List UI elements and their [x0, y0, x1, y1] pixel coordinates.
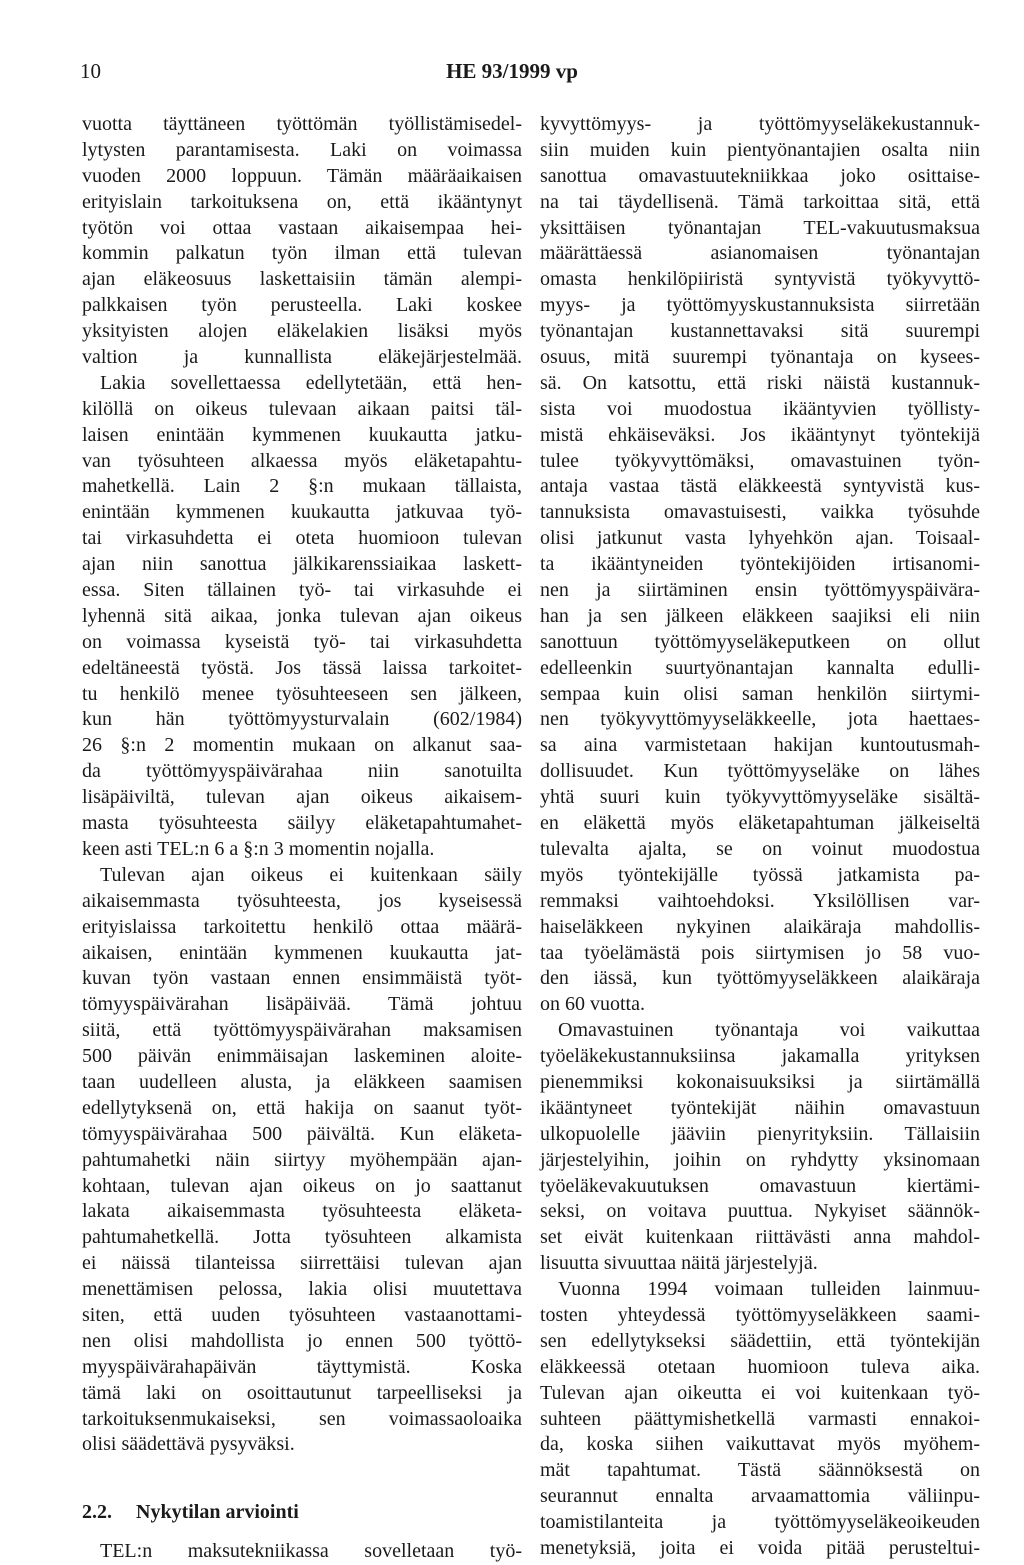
section-heading-number: 2.2.: [82, 1501, 112, 1524]
text-line: ei näissä tilanteissa siirrettäisi tulevan ajan: [82, 1252, 522, 1275]
text-line: työeläkevakuutuksen omavastuun kiertämi-: [540, 1174, 980, 1197]
text-line: aikaisemmasta työsuhteesta, jos kyseisessä: [82, 889, 522, 912]
text-line: enintään kymmenen kuukautta jatkuvaa työ-: [82, 501, 522, 524]
text-line: pienemmiksi kokonaisuuksiksi ja siirtämällä: [540, 1070, 980, 1093]
text-line: myyspäivärahapäivän täyttymistä. Koska: [82, 1355, 522, 1378]
text-line: myös työntekijälle työssä jatkamista pa-: [540, 863, 980, 886]
text-line: ta ikääntyneiden työntekijöiden irtisanomi-: [540, 553, 980, 576]
left-column: [82, 112, 522, 1565]
text-line: tu henkilö menee työsuhteeseen sen jälkeen,: [82, 682, 522, 705]
text-line: 500 päivän enimmäisajan laskeminen aloite-: [82, 1045, 522, 1068]
text-line: on voimassa kyseistä työ- tai virkasuhdetta: [82, 630, 522, 653]
text-line: pahtumahetkellä. Jotta työsuhteen alkamista: [82, 1226, 522, 1249]
section-heading-title: Nykytilan arviointi: [136, 1501, 299, 1524]
text-line: omasta henkilöpiiristä syntyvistä työkyvyttö-: [540, 268, 980, 291]
text-line: haiseläkkeen nykyinen alaikäraja mahdollis-: [540, 915, 980, 938]
text-line: työeläkekustannuksiinsa jakamalla yrityksen: [540, 1045, 980, 1068]
running-head: HE 93/1999 vp: [446, 59, 578, 83]
left-paragraph-4: [82, 1539, 522, 1565]
text-line: da työttömyyspäivärahaa niin sanotuilta: [82, 760, 522, 783]
text-line: na tai täydellisenä. Tämä tarkoittaa sitä, että: [540, 190, 980, 213]
text-line: tosten yhteydessä työttömyyseläkkeen saami-: [540, 1303, 980, 1326]
text-line: tarkoituksenmukaiseksi, sen voimassaoloaika: [82, 1407, 522, 1430]
right-column: [540, 112, 980, 1562]
text-line: siin muiden kuin pientyönantajien osalta niin: [540, 138, 980, 161]
text-line: osuus, mitä suurempi työnantaja on kysees-: [540, 346, 980, 369]
text-line: tai virkasuhdetta ei oteta huomioon tulevan: [82, 527, 522, 550]
text-line: aikaisen, enintään kymmenen kuukautta jat-: [82, 941, 522, 964]
right-paragraph-1: [540, 112, 980, 1018]
text-line: lisäpäiviltä, tulevan ajan oikeus aikaisem-: [82, 786, 522, 809]
right-paragraph-3: [540, 1277, 980, 1562]
text-line: edeltäneestä työstä. Jos tässä laissa tarkoitet-: [82, 656, 522, 679]
text-line: määrättäessä asianomaisen työnantajan: [540, 242, 980, 265]
text-line: sä. On katsottu, että riski näistä kustannuk-: [540, 371, 980, 394]
text-line: kuvan työn vastaan ennen ensimmäistä työt-: [82, 967, 522, 990]
text-line: Tulevan ajan oikeus ei kuitenkaan säily: [100, 863, 522, 886]
text-line: olisi jatkunut vasta lyhyehkön ajan. Toisaal-: [540, 527, 980, 550]
text-line: tulee työkyvyttömäksi, omavastuinen työn-: [540, 449, 980, 472]
text-line: kommin palkatun työn ilman että tulevan: [82, 242, 522, 265]
text-line: dollisuudet. Kun työttömyyseläke on lähes: [540, 760, 980, 783]
text-line: seurannut ennalta arvaamattomia väliinpu-: [540, 1485, 980, 1508]
text-line: sa aina varmistetaan hakijan kuntoutusmah-: [540, 734, 980, 757]
text-line: kun hän työttömyysturvalain (602/1984): [82, 708, 522, 731]
text-line: menetyksiä, joita ei voida pitää perusteltui-: [540, 1536, 980, 1559]
text-line: ajan eläkeosuus laskettaisiin tämän alempi-: [82, 268, 522, 291]
text-line: sanottua omavastuutekniikkaa joko osittaise-: [540, 164, 980, 187]
text-line: keen asti TEL:n 6 a §:n 3 momentin nojalla.: [82, 837, 435, 860]
text-line: työtön voi ottaa vastaan aikaisempaa hei-: [82, 216, 522, 239]
text-line: sanottuun työttömyyseläkeputkeen on ollut: [540, 630, 980, 653]
text-line: Vuonna 1994 voimaan tulleiden lainmuu-: [558, 1278, 980, 1301]
text-line: remmaksi vaihtoehdoksi. Yksilöllisen var-: [540, 889, 980, 912]
text-line: kilöllä on oikeus tulevaan aikaan paitsi täl-: [82, 397, 522, 420]
text-line: ajan niin sanottua jälkikarenssiaikaa laskett-: [82, 553, 522, 576]
text-line: da, koska siihen vaikuttavat myös myöhem-: [540, 1433, 980, 1456]
text-line: on 60 vuotta.: [540, 993, 645, 1016]
text-line: lakata aikaisemmasta työsuhteesta eläketa-: [82, 1200, 522, 1223]
text-line: taan uudelleen alusta, ja eläkkeen saamisen: [82, 1070, 522, 1093]
text-line: TEL:n maksutekniikassa sovelletaan työ-: [100, 1540, 522, 1563]
text-line: toamistilanteita ja työttömyyseläkeoikeuden: [540, 1511, 980, 1534]
text-line: lytysten parantamisesta. Laki on voimassa: [82, 138, 522, 161]
text-line: lisuutta sivuuttaa näitä järjestelyjä.: [540, 1252, 818, 1275]
right-paragraph-2: [540, 1018, 980, 1277]
left-paragraph-2: [82, 371, 522, 863]
text-line: siitä, että työttömyyspäivärahan maksamisen: [82, 1019, 522, 1042]
page-number: 10: [80, 59, 101, 83]
text-line: ikääntyneet työntekijät näihin omavastuun: [540, 1096, 980, 1119]
text-line: olisi säädettävä pysyväksi.: [82, 1433, 295, 1456]
text-line: sista voi muodostua ikääntyvien työllisty-: [540, 397, 980, 420]
text-line: seksi, on voitava puuttua. Nykyiset säännök-: [540, 1200, 980, 1223]
text-line: kyvyttömyys- ja työttömyyseläkekustannuk-: [540, 113, 980, 135]
left-paragraph-3: [82, 863, 522, 1458]
text-line: tulevalta ajalta, se on voinut muodostua: [540, 837, 980, 860]
text-line: nen ja siirtäminen ensin työttömyyspäivära-: [540, 579, 980, 602]
text-line: vuoden 2000 loppuun. Tämän määräaikaisen: [82, 164, 522, 187]
text-line: van työsuhteen alkaessa myös eläketapahtu-: [82, 449, 522, 472]
text-line: han ja sen jälkeen eläkkeen saajiksi eli niin: [540, 604, 980, 627]
text-line: palkkaisen työn perusteella. Laki koskee: [82, 294, 522, 317]
text-line: sempaa kuin olisi saman henkilön siirtymi-: [540, 682, 980, 705]
text-line: Tulevan ajan oikeutta ei voi kuitenkaan työ-: [540, 1381, 980, 1404]
text-line: antaja vastaa tästä eläkkeestä syntyvistä kus-: [540, 475, 980, 498]
text-line: erityislaissa tarkoitettu henkilö ottaa määrä-: [82, 915, 522, 938]
text-line: myys- ja työttömyyskustannuksista siirretään: [540, 294, 980, 317]
text-line: valtion ja kunnallista eläkejärjestelmää.: [82, 346, 522, 369]
text-line: erityislain tarkoituksena on, että ikääntynyt: [82, 190, 522, 213]
text-line: ulkopuolelle jääviin pienyrityksiin. Tällaisiin: [540, 1122, 980, 1145]
text-line: työnantajan kustannettavaksi sitä suurempi: [540, 320, 980, 343]
text-line: kohtaan, tulevan ajan oikeus on jo saattanut: [82, 1174, 522, 1197]
text-line: tannuksista omavastuisesti, vaikka työsuhde: [540, 501, 980, 524]
text-line: mistä ehkäiseväksi. Jos ikääntynyt työntekijä: [540, 423, 980, 446]
text-line: vuotta täyttäneen työttömän työllistämisedel-: [82, 113, 522, 135]
text-line: tämä laki on osoittautunut tarpeelliseksi ja: [82, 1381, 522, 1404]
text-line: eläkkeessä otetaan huomioon tuleva aika.: [540, 1355, 980, 1378]
text-line: sen edellytykseksi säädettiin, että työntekijän: [540, 1329, 980, 1352]
text-line: nen olisi mahdollista jo ennen 500 työttö-: [82, 1329, 522, 1352]
text-line: en eläkettä myös eläketapahtuman jälkeiseltä: [540, 812, 980, 835]
text-line: Omavastuinen työnantaja voi vaikuttaa: [558, 1019, 980, 1042]
text-line: 26 §:n 2 momentin mukaan on alkanut saa-: [82, 734, 522, 757]
text-line: lyhennä sitä aikaa, jonka tulevan ajan oikeus: [82, 604, 522, 627]
text-line: edellytyksenä on, että hakija on saanut työt-: [82, 1096, 522, 1119]
text-line: masta työsuhteesta säilyy eläketapahtumahet-: [82, 812, 522, 835]
text-line: tömyyspäivärahan lisäpäivää. Tämä johtuu: [82, 993, 522, 1016]
text-line: mahetkellä. Lain 2 §:n mukaan tällaista,: [82, 475, 522, 498]
left-paragraph-1: [82, 112, 522, 371]
text-line: Lakia sovellettaessa edellytetään, että hen-: [100, 371, 522, 394]
text-line: set eivät kuitenkaan riittävästi anna mahdol-: [540, 1226, 980, 1249]
text-line: yksityisten alojen eläkelakien lisäksi myös: [82, 320, 522, 343]
text-line: tömyyspäivärahaa 500 päivältä. Kun eläketa-: [82, 1122, 522, 1145]
text-line: yksittäisen työnantajan TEL-vakuutusmaksua: [540, 216, 980, 239]
section-heading: [82, 1500, 522, 1526]
text-line: suhteen päättymishetkellä varmasti ennakoi-: [540, 1407, 980, 1430]
text-line: laisen enintään kymmenen kuukautta jatku-: [82, 423, 522, 446]
text-line: nen työkyvyttömyyseläkkeelle, jota haettaes-: [540, 708, 980, 731]
text-line: den iässä, kun työttömyyseläkkeen alaikäraja: [540, 967, 980, 990]
text-line: edelleenkin suurtyönantajan kannalta edulli-: [540, 656, 980, 679]
text-line: siten, että uuden työsuhteen vastaanottami-: [82, 1303, 522, 1326]
text-line: menettämisen pelossa, lakia olisi muutettava: [82, 1278, 522, 1301]
text-line: yhtä suuri kuin työkyvyttömyyseläke sisältä-: [540, 786, 980, 809]
text-line: essa. Siten tällainen työ- tai virkasuhde ei: [82, 579, 522, 602]
text-line: järjestelyihin, joihin on ryhdytty yksinomaan: [540, 1148, 980, 1171]
text-line: pahtumahetki näin siirtyy myöhempään ajan-: [82, 1148, 522, 1171]
text-line: taa työelämästä pois siirtymisen jo 58 vuo-: [540, 941, 980, 964]
text-line: mät tapahtumat. Tästä säännöksestä on: [540, 1459, 980, 1482]
